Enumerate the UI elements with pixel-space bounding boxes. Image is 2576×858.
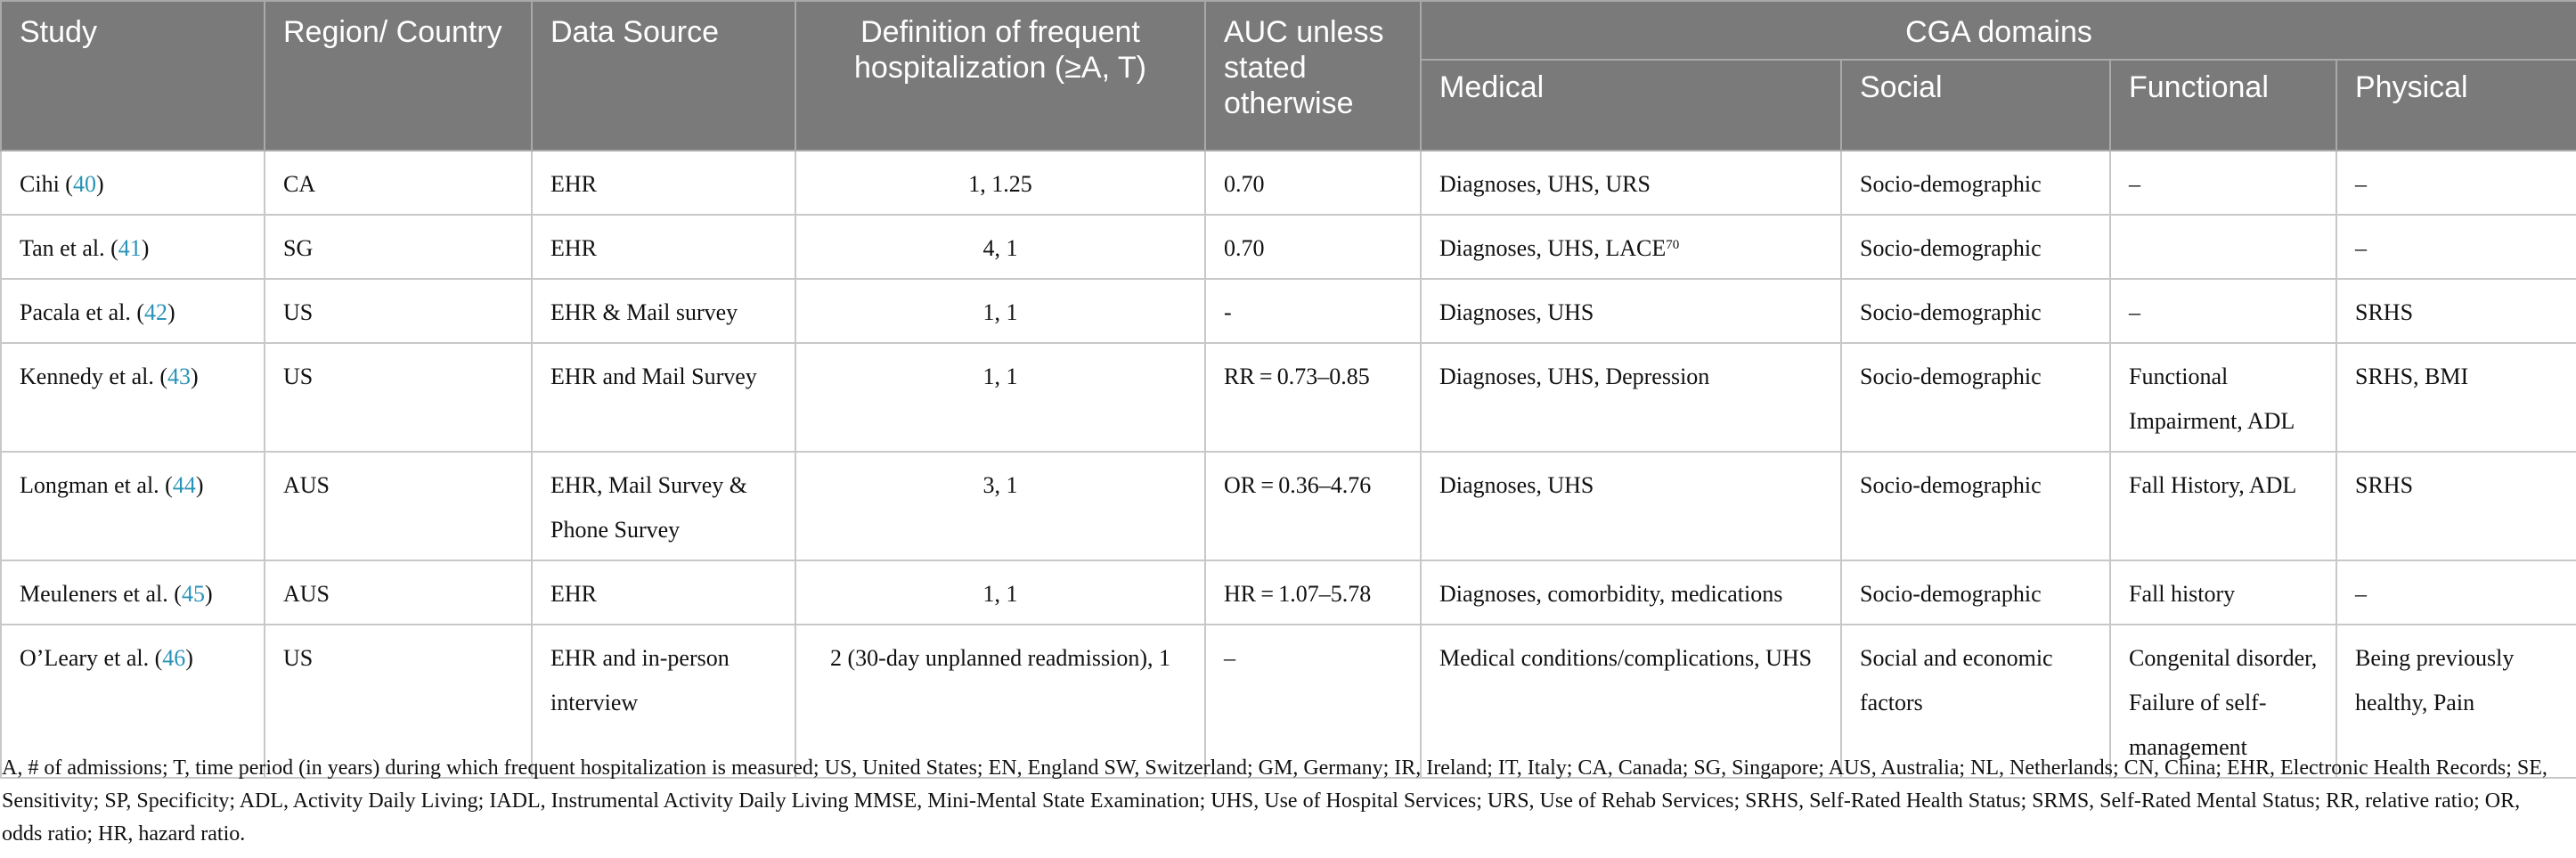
header-region: Region/ Country (265, 1, 532, 151)
header-auc: AUC unless stated otherwise (1205, 1, 1421, 151)
cell-definition: 4, 1 (795, 215, 1205, 279)
table-row (1, 343, 2576, 452)
study-close-paren: ) (141, 235, 150, 261)
cell-medical (1421, 215, 1841, 279)
study-close-paren: ) (195, 472, 204, 498)
cell-data-source: EHR and Mail Survey (532, 343, 795, 452)
study-name: O’Leary et al. ( (20, 645, 163, 671)
study-close-paren: ) (185, 645, 193, 671)
cell-study (1, 279, 265, 343)
reference-link[interactable]: 44 (172, 472, 196, 498)
cell-social: Socio-demographic (1841, 279, 2110, 343)
cell-physical: SRHS, BMI (2336, 343, 2576, 452)
medical-text: Diagnoses, comorbidity, medications (1439, 581, 1783, 607)
header-social: Social (1841, 60, 2110, 151)
cell-definition: 3, 1 (795, 452, 1205, 560)
cell-physical: Being previously healthy, Pain (2336, 625, 2576, 778)
reference-link[interactable]: 43 (167, 364, 192, 389)
cell-auc: 0.70 (1205, 151, 1421, 215)
cell-physical: SRHS (2336, 452, 2576, 560)
study-close-paren: ) (204, 581, 213, 607)
cell-region: AUS (265, 560, 532, 625)
reference-link[interactable]: 42 (144, 299, 168, 325)
medical-text: Diagnoses, UHS (1439, 299, 1594, 325)
cell-data-source: EHR, Mail Survey & Phone Survey (532, 452, 795, 560)
cell-medical (1421, 560, 1841, 625)
cell-data-source: EHR and in-person interview (532, 625, 795, 778)
cell-social: Socio-demographic (1841, 452, 2110, 560)
study-name: Cihi ( (20, 171, 73, 197)
cell-study (1, 452, 265, 560)
cell-definition: 1, 1 (795, 560, 1205, 625)
reference-link[interactable]: 46 (162, 645, 186, 671)
cell-medical (1421, 151, 1841, 215)
cell-physical: SRHS (2336, 279, 2576, 343)
cell-auc: OR = 0.36–4.76 (1205, 452, 1421, 560)
header-definition: Definition of frequent hospitalization (≥A, T) (795, 1, 1205, 151)
cell-functional: – (2110, 151, 2336, 215)
cell-physical: – (2336, 560, 2576, 625)
cell-region: US (265, 279, 532, 343)
table-row (1, 151, 2576, 215)
study-name: Longman et al. ( (20, 472, 173, 498)
cell-definition: 2 (30-day unplanned readmission), 1 (795, 625, 1205, 778)
cell-definition: 1, 1 (795, 343, 1205, 452)
header-study: Study (1, 1, 265, 151)
cell-functional: Fall history (2110, 560, 2336, 625)
cell-data-source: EHR (532, 215, 795, 279)
cell-physical: – (2336, 151, 2576, 215)
cell-auc: 0.70 (1205, 215, 1421, 279)
cell-functional: Fall History, ADL (2110, 452, 2336, 560)
cell-functional (2110, 215, 2336, 279)
cell-study (1, 343, 265, 452)
table-row (1, 560, 2576, 625)
cell-social: Socio-demographic (1841, 343, 2110, 452)
cell-functional: Congenital disorder, Failure of self-management (2110, 625, 2336, 778)
header-medical: Medical (1421, 60, 1841, 151)
cell-region: SG (265, 215, 532, 279)
cell-region: US (265, 343, 532, 452)
study-close-paren: ) (191, 364, 199, 389)
cell-auc: RR = 0.73–0.85 (1205, 343, 1421, 452)
table-row (1, 279, 2576, 343)
header-data-source: Data Source (532, 1, 795, 151)
cell-functional: Functional Impairment, ADL (2110, 343, 2336, 452)
header-cga-domains: CGA domains (1421, 1, 2576, 60)
cell-social: Socio-demographic (1841, 151, 2110, 215)
cell-auc: – (1205, 625, 1421, 778)
cell-social: Socio-demographic (1841, 560, 2110, 625)
medical-text: Diagnoses, UHS, LACE (1439, 235, 1667, 261)
medical-text: Medical conditions/complications, UHS (1439, 645, 1813, 671)
header-functional: Functional (2110, 60, 2336, 151)
cell-data-source: EHR (532, 560, 795, 625)
cell-auc: HR = 1.07–5.78 (1205, 560, 1421, 625)
cell-region: US (265, 625, 532, 778)
medical-text: Diagnoses, UHS (1439, 472, 1594, 498)
medical-text: Diagnoses, UHS, URS (1439, 171, 1651, 197)
cell-region: AUS (265, 452, 532, 560)
cell-region: CA (265, 151, 532, 215)
study-name: Kennedy et al. ( (20, 364, 168, 389)
cell-medical (1421, 279, 1841, 343)
cell-medical (1421, 343, 1841, 452)
study-close-paren: ) (95, 171, 104, 197)
study-name: Pacala et al. ( (20, 299, 145, 325)
cell-study (1, 151, 265, 215)
study-name: Meuleners et al. ( (20, 581, 182, 607)
reference-link[interactable]: 45 (181, 581, 205, 607)
table-row (1, 215, 2576, 279)
study-name: Tan et al. ( (20, 235, 118, 261)
cell-definition: 1, 1.25 (795, 151, 1205, 215)
reference-link[interactable]: 40 (72, 171, 96, 197)
cell-social: Socio-demographic (1841, 215, 2110, 279)
cell-study (1, 215, 265, 279)
table-body (1, 151, 2576, 778)
medical-text: Diagnoses, UHS, Depression (1439, 364, 1710, 389)
table-row (1, 452, 2576, 560)
cell-data-source: EHR & Mail survey (532, 279, 795, 343)
cell-auc: - (1205, 279, 1421, 343)
study-close-paren: ) (167, 299, 175, 325)
cell-data-source: EHR (532, 151, 795, 215)
header-physical: Physical (2336, 60, 2576, 151)
cell-functional: – (2110, 279, 2336, 343)
cell-study (1, 560, 265, 625)
cell-definition: 1, 1 (795, 279, 1205, 343)
reference-link[interactable]: 41 (118, 235, 142, 261)
cell-medical (1421, 452, 1841, 560)
cell-social: Social and economic factors (1841, 625, 2110, 778)
table-footnote: A, # of admissions; T, time period (in years) during which frequent hospitalization is measured; US, United States; EN, England SW, Switzerland; GM, Germany; IR, Ireland; IT, Italy; CA, Canada; SG, Singapore; AUS, Australia; NL, Netherlands; CN, China; EHR, Electronic Health Records; SE, Sensitivity; SP, Specificity; ADL, Activity Daily Living; IADL, Instrumental Activity Daily Living MMSE, Mini-Mental State Examination; UHS, Use of Hospital Services; URS, Use of Rehab Services; SRHS, Self-Rated Health Status; SRMS, Self-Rated Mental Status; RR, relative ratio; OR, odds ratio; HR, hazard ratio. (2, 756, 2547, 846)
medical-superscript: 70 (1666, 238, 1680, 252)
cell-physical: – (2336, 215, 2576, 279)
